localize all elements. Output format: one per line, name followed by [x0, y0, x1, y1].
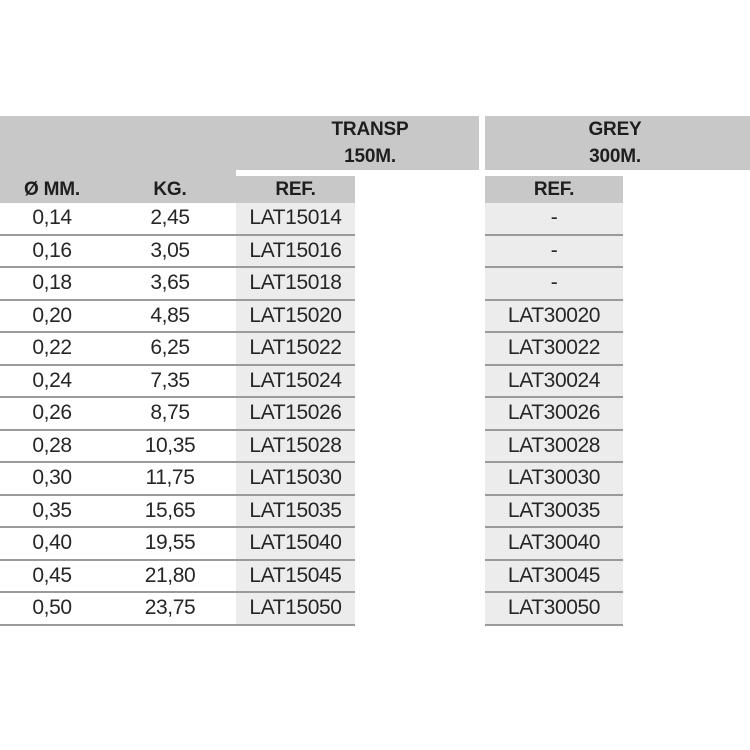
- column-header-diameter: Ø MM.: [24, 179, 80, 200]
- kg-cell: 23,75: [144, 596, 196, 620]
- kg-cell: 2,45: [150, 206, 190, 230]
- column-header-ref-grey: REF.: [533, 179, 575, 200]
- row-divider: [0, 624, 355, 626]
- ref-transp-cell: LAT15014: [249, 206, 342, 230]
- ref-grey-cell: LAT30026: [507, 401, 601, 425]
- ref-transp-cell: LAT15035: [249, 498, 342, 522]
- kg-cell: 3,05: [150, 238, 190, 262]
- diameter-cell: 0,40: [32, 531, 72, 555]
- diameter-cell: 0,28: [32, 433, 72, 457]
- column-header-kg: KG.: [153, 179, 187, 200]
- ref-grey-cell: -: [550, 238, 558, 262]
- kg-cell: 15,65: [144, 498, 196, 522]
- diameter-cell: 0,50: [32, 596, 72, 620]
- ref-transp-cell: LAT15045: [249, 563, 342, 587]
- ref-grey-cell: LAT30050: [507, 596, 601, 620]
- ref-transp-cell: LAT15018: [249, 271, 342, 295]
- ref-grey-cell: LAT30024: [507, 368, 601, 392]
- diameter-cell: 0,45: [32, 563, 72, 587]
- ref-grey-cell: -: [550, 271, 558, 295]
- kg-cell: 3,65: [150, 271, 190, 295]
- ref-grey-cell: LAT30040: [507, 531, 601, 555]
- diameter-cell: 0,30: [32, 466, 72, 490]
- diameter-cell: 0,20: [32, 303, 72, 327]
- kg-cell: 21,80: [144, 563, 196, 587]
- diameter-cell: 0,16: [32, 238, 72, 262]
- diameter-cell: 0,18: [32, 271, 72, 295]
- row-divider: [485, 624, 623, 626]
- ref-transp-cell: LAT15040: [249, 531, 342, 555]
- kg-cell: 7,35: [150, 368, 190, 392]
- kg-cell: 6,25: [150, 336, 190, 360]
- ref-transp-cell: LAT15050: [249, 596, 342, 620]
- ref-transp-cell: LAT15020: [249, 303, 342, 327]
- kg-cell: 11,75: [145, 466, 195, 490]
- kg-cell: 8,75: [150, 401, 190, 425]
- kg-cell: 10,35: [144, 433, 196, 457]
- column-header-ref-transp: REF.: [275, 179, 316, 200]
- ref-transp-cell: LAT15016: [249, 238, 342, 262]
- group-title-grey: GREY 300M.: [588, 119, 642, 167]
- ref-grey-cell: LAT30020: [507, 303, 601, 327]
- kg-cell: 19,55: [144, 531, 196, 555]
- diameter-cell: 0,35: [32, 498, 72, 522]
- diameter-cell: 0,22: [32, 336, 72, 360]
- ref-grey-cell: LAT30022: [507, 336, 601, 360]
- ref-grey-cell: LAT30045: [507, 563, 601, 587]
- ref-grey-cell: LAT30035: [507, 498, 601, 522]
- diameter-cell: 0,14: [32, 206, 72, 230]
- diameter-cell: 0,24: [32, 368, 72, 392]
- ref-transp-cell: LAT15022: [249, 336, 342, 360]
- ref-grey-cell: LAT30030: [507, 466, 601, 490]
- ref-transp-cell: LAT15024: [249, 368, 342, 392]
- ref-transp-cell: LAT15026: [249, 401, 342, 425]
- kg-cell: 4,85: [150, 303, 190, 327]
- diameter-cell: 0,26: [32, 401, 72, 425]
- ref-grey-cell: -: [550, 206, 558, 230]
- ref-transp-cell: LAT15028: [249, 433, 342, 457]
- ref-transp-cell: LAT15030: [249, 466, 342, 490]
- ref-grey-cell: LAT30028: [507, 433, 601, 457]
- group-title-transp: TRANSP 150M.: [331, 119, 409, 167]
